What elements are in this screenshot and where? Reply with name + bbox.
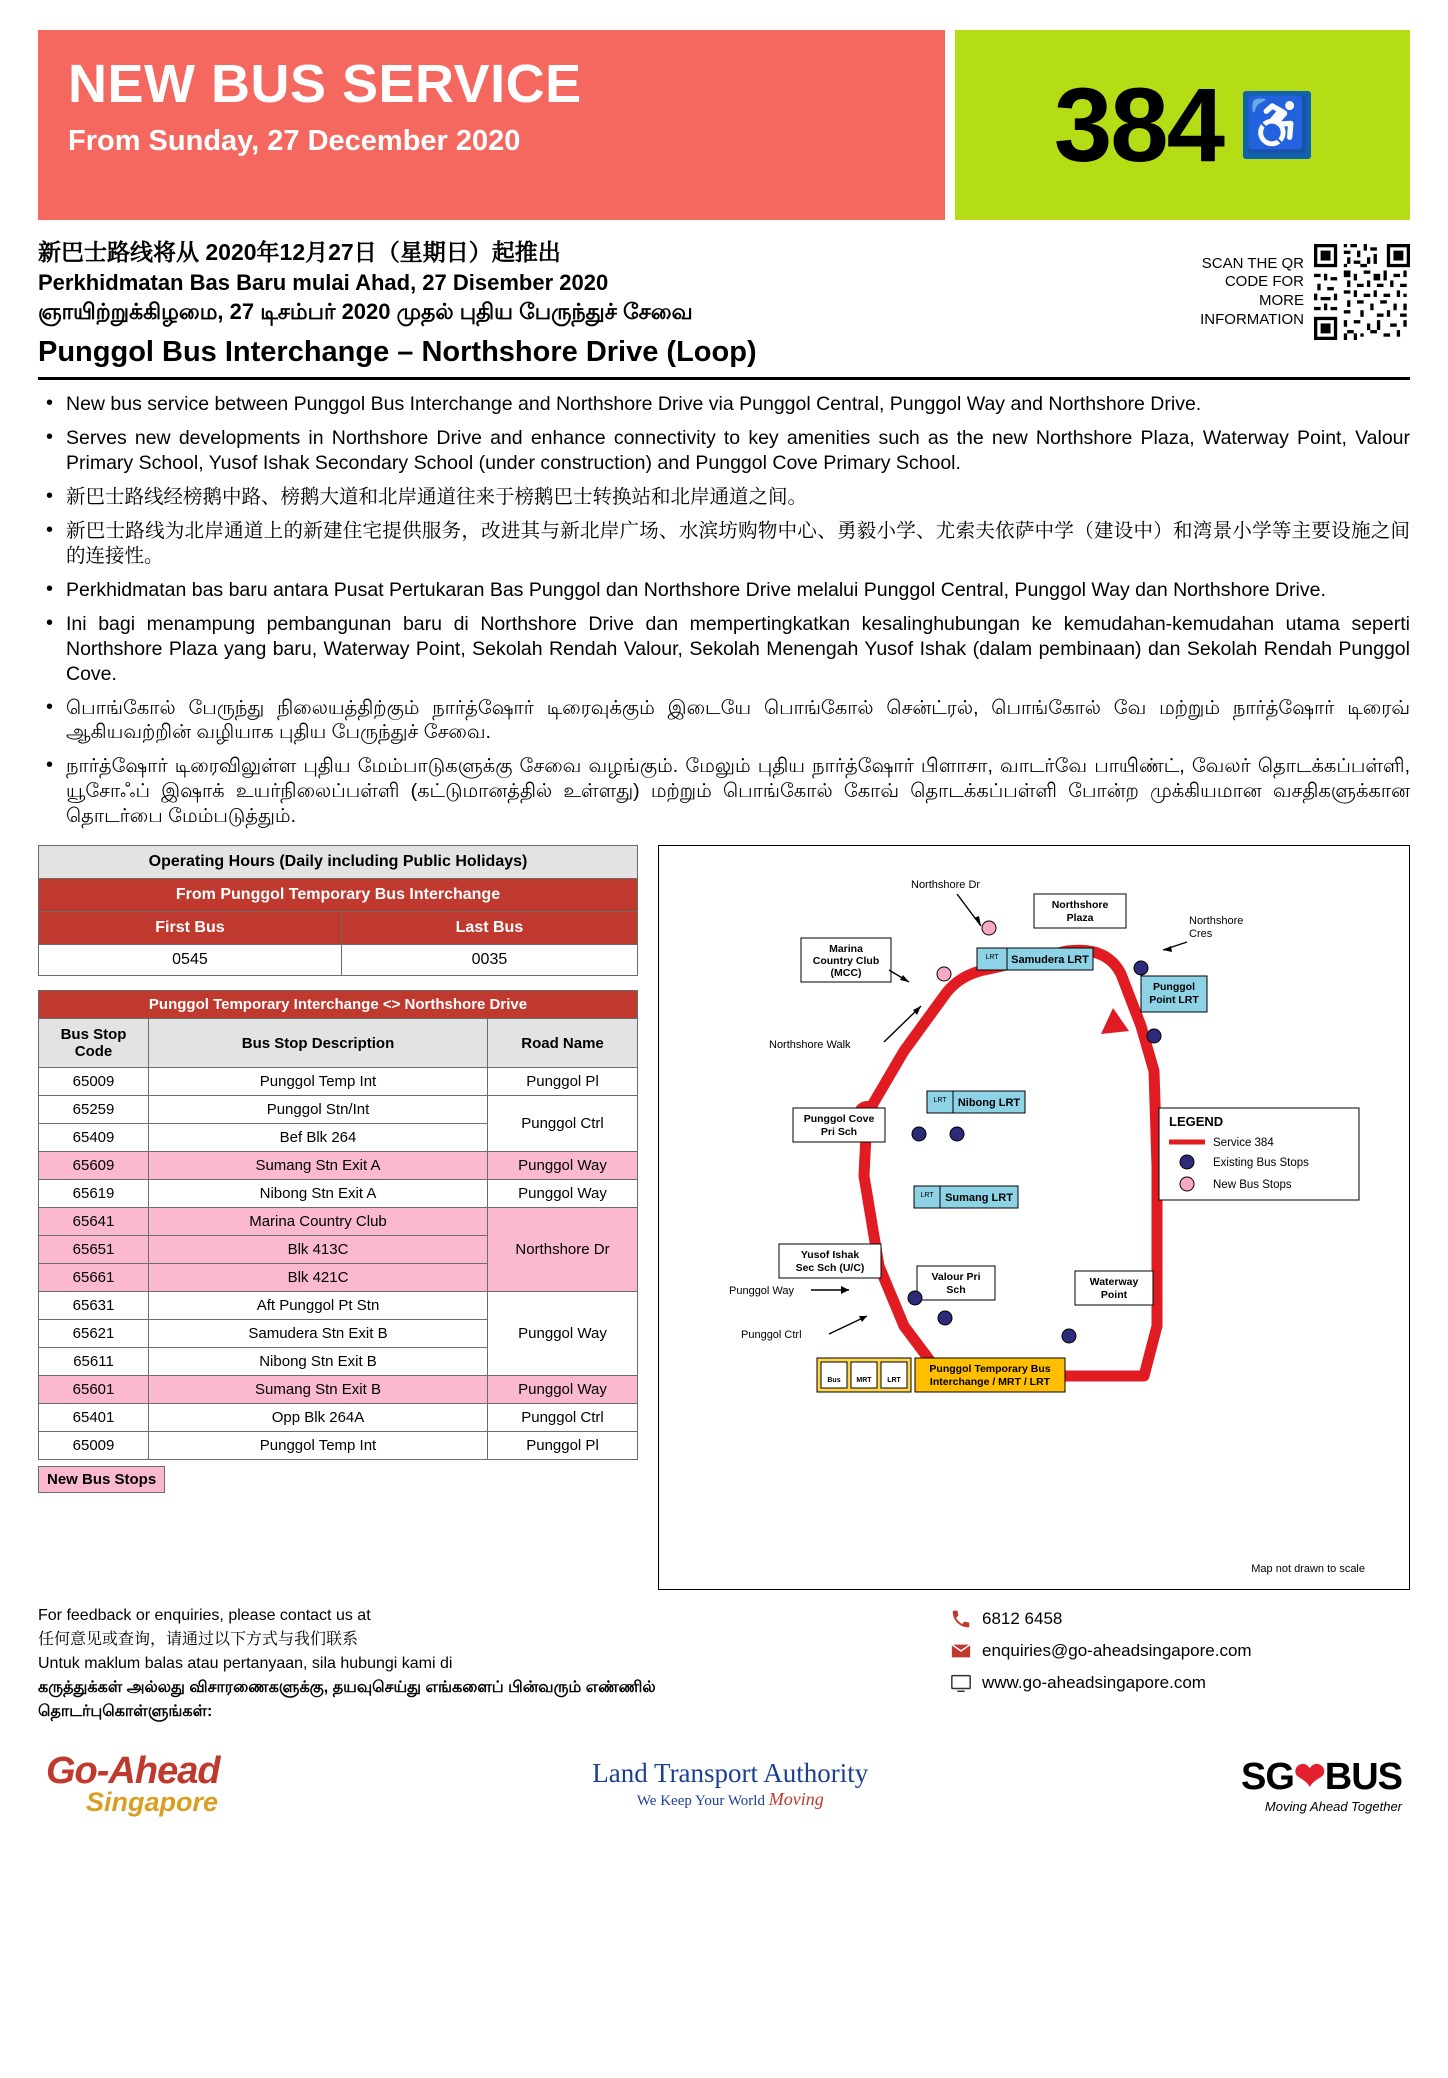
cell-road: Punggol Ctrl bbox=[488, 1404, 638, 1432]
go-ahead-logo-text1: Go-Ahead bbox=[46, 1750, 220, 1793]
cell-desc: Marina Country Club bbox=[149, 1208, 488, 1236]
poster-subtitle: From Sunday, 27 December 2020 bbox=[68, 124, 521, 157]
legend-title: LEGEND bbox=[1169, 1114, 1224, 1130]
website-url[interactable]: www.go-aheadsingapore.com bbox=[982, 1673, 1206, 1693]
cell-code: 65601 bbox=[39, 1376, 149, 1404]
operating-hours-title: Operating Hours (Daily including Public Holidays) bbox=[39, 846, 638, 879]
sgbus-logo-text2: BUS bbox=[1324, 1756, 1402, 1799]
map-label-waterway-1: Waterway bbox=[1089, 1276, 1139, 1289]
sgbus-logo bbox=[1241, 1754, 1402, 1814]
contact-email-row bbox=[950, 1640, 1410, 1662]
cell-desc: Bef Blk 264 bbox=[149, 1124, 488, 1152]
map-label-punggol-cove-2: Pri Sch bbox=[820, 1126, 858, 1139]
map-label-interchange-2: Interchange / MRT / LRT bbox=[929, 1376, 1051, 1389]
legend-service: Service 384 bbox=[1213, 1137, 1274, 1150]
qr-line1: SCAN THE QR bbox=[1201, 254, 1304, 272]
legend-new: New Bus Stops bbox=[1213, 1179, 1292, 1192]
qr-code-icon bbox=[1314, 244, 1410, 340]
last-bus-time: 0035 bbox=[341, 945, 637, 976]
route-map bbox=[658, 845, 1410, 1590]
col-bus-stop-code: Bus Stop Code bbox=[39, 1019, 149, 1068]
cell-code: 65621 bbox=[39, 1320, 149, 1348]
map-label-mcc-2: Country Club bbox=[812, 955, 880, 968]
go-ahead-logo-text2: Singapore bbox=[86, 1787, 219, 1818]
heart-icon: ❤ bbox=[1293, 1756, 1325, 1799]
tables-column bbox=[38, 845, 638, 1590]
map-note: Map not drawn to scale bbox=[1251, 1563, 1365, 1576]
cell-desc: Punggol Stn/Int bbox=[149, 1096, 488, 1124]
cell-code: 65401 bbox=[39, 1404, 149, 1432]
logo-row bbox=[38, 1750, 1410, 1818]
map-label-samudera-lrt: Samudera LRT bbox=[1011, 954, 1089, 967]
feedback-ms: Untuk maklum balas atau pertanyaan, sila hubungi kami di bbox=[38, 1655, 453, 1673]
title-chinese: 新巴士路线将从 2020年12月27日（星期日）起推出 bbox=[38, 239, 561, 265]
sgbus-tagline: Moving Ahead Together bbox=[1264, 1799, 1402, 1815]
col-first-bus: First Bus bbox=[39, 912, 342, 945]
map-label-valour-2: Sch bbox=[946, 1284, 966, 1297]
header-divider bbox=[38, 377, 1410, 380]
go-ahead-logo bbox=[46, 1750, 220, 1818]
list-item: • Ini bagi menampung pembangunan baru di Northshore Drive dan mempertingkatkan kesalinghubungan ke kemudahan-kemudahan utama seperti Northshore Plaza yang baru, Waterway Point, Sekolah Rendah Valour, Sekolah Menengah Yusof Ishak (dalam pembinaan) dan Sekolah Rendah Punggol Cove. bbox=[38, 612, 1410, 687]
map-label-yusof-1: Yusof Ishak bbox=[800, 1249, 860, 1262]
cell-desc: Aft Punggol Pt Stn bbox=[149, 1292, 488, 1320]
map-label-interchange-1: Punggol Temporary Bus bbox=[929, 1363, 1051, 1376]
cell-code: 65641 bbox=[39, 1208, 149, 1236]
operating-hours-from: From Punggol Temporary Bus Interchange bbox=[39, 879, 638, 912]
email-icon bbox=[950, 1640, 972, 1662]
map-label-sumang-lrt: Sumang LRT bbox=[945, 1192, 1013, 1205]
list-item: • பொங்கோல் பேருந்து நிலையத்திற்கும் நார்த்ஷோர் டிரைவுக்கும் இடையே பொங்கோல் சென்ட்ரல், பொங்கோல் வே மற்றும் நார்த்ஷோர் டிரைவ் ஆகியவற்றின் வழியாக புதிய பேருந்துச் சேவை. bbox=[38, 696, 1410, 746]
cell-road: Punggol Ctrl bbox=[488, 1096, 638, 1152]
cell-desc: Punggol Temp Int bbox=[149, 1432, 488, 1460]
cell-desc: Sumang Stn Exit B bbox=[149, 1376, 488, 1404]
list-item: • Perkhidmatan bas baru antara Pusat Pertukaran Bas Punggol dan Northshore Drive melalui Punggol Central, Punggol Way dan Northshore Drive. bbox=[38, 578, 1410, 603]
new-bus-stops-badge: New Bus Stops bbox=[38, 1466, 165, 1493]
qr-block bbox=[1200, 234, 1410, 340]
table-row bbox=[39, 1180, 638, 1208]
service-number-panel bbox=[955, 30, 1410, 220]
contact-website-row bbox=[950, 1672, 1410, 1694]
cell-code: 65609 bbox=[39, 1152, 149, 1180]
cell-code: 65009 bbox=[39, 1432, 149, 1460]
map-label-northshore-cres-1: Northshore bbox=[1189, 915, 1244, 928]
map-label-yusof-2: Sec Sch (U/C) bbox=[795, 1262, 865, 1275]
col-road-name: Road Name bbox=[488, 1019, 638, 1068]
list-item: • 新巴士路线经榜鹅中路、榜鹅大道和北岸通道往来于榜鹅巴士转换站和北岸通道之间。 bbox=[38, 485, 1410, 510]
list-item: • 新巴士路线为北岸通道上的新建住宅提供服务，改进其与新北岸广场、水滨坊购物中心、勇毅小学、尤索夫依萨中学（建设中）和湾景小学等主要设施之间的连接性。 bbox=[38, 519, 1410, 569]
phone-number: 6812 6458 bbox=[982, 1609, 1063, 1629]
cell-code: 65661 bbox=[39, 1264, 149, 1292]
title-malay: Perkhidmatan Bas Baru mulai Ahad, 27 Disember 2020 bbox=[38, 270, 609, 295]
lta-logo-text1: Land Transport Authority bbox=[592, 1758, 869, 1789]
map-label-northshore-cres-2: Cres bbox=[1189, 928, 1213, 941]
map-label-punggol-cove-1: Punggol Cove bbox=[803, 1113, 875, 1126]
map-label-mcc-1: Marina bbox=[829, 943, 863, 956]
lta-logo-text3: Moving bbox=[768, 1789, 824, 1810]
table-row bbox=[39, 1432, 638, 1460]
cell-road: Punggol Way bbox=[488, 1292, 638, 1376]
first-bus-time: 0545 bbox=[39, 945, 342, 976]
cell-desc: Opp Blk 264A bbox=[149, 1404, 488, 1432]
cell-desc: Nibong Stn Exit A bbox=[149, 1180, 488, 1208]
map-label-northshore-plaza-1: Northshore bbox=[1051, 899, 1109, 912]
phone-icon bbox=[950, 1608, 972, 1630]
sgbus-logo-text1: SG bbox=[1241, 1756, 1294, 1799]
header-banner bbox=[38, 30, 945, 220]
table-row bbox=[39, 1068, 638, 1096]
map-label-valour-1: Valour Pri bbox=[931, 1271, 981, 1284]
lta-logo-text2: We Keep Your World bbox=[636, 1793, 765, 1810]
map-label-nibong-lrt: Nibong LRT bbox=[957, 1097, 1021, 1110]
col-last-bus: Last Bus bbox=[341, 912, 637, 945]
feedback-en: For feedback or enquiries, please contact us at bbox=[38, 1607, 371, 1625]
cell-road: Northshore Dr bbox=[488, 1208, 638, 1292]
map-label-punggol-point-lrt-1: Punggol bbox=[1153, 981, 1195, 994]
service-number: 384 bbox=[1053, 66, 1224, 184]
map-label-mcc-3: (MCC) bbox=[830, 967, 862, 980]
map-label-waterway-2: Point bbox=[1100, 1289, 1128, 1302]
map-label-northshore-walk: Northshore Walk bbox=[769, 1039, 851, 1052]
table-row bbox=[39, 1096, 638, 1124]
list-item: • நார்த்ஷோர் டிரைவிலுள்ள புதிய மேம்பாடுகளுக்கு சேவை வழங்கும். மேலும் புதிய நார்த்ஷோர் பிளாசா, வாடர்வே பாயிண்ட், வேலர் தொடக்கப்பள்ளி, யூசோஃப் இஷாக் உயர்நிலைப்பள்ளி (கட்டுமானத்தில் உள்ளது) மற்றும் பொங்கோல் கோவ் தொடக்கப்பள்ளி போன்ற முக்கியமான வசதிகளுக்கான தொடர்பை மேம்படுத்தும். bbox=[38, 754, 1410, 829]
title-tamil: ஞாயிற்றுக்கிழமை, 27 டிசம்பர் 2020 முதல் புதிய பேருந்துச் சேவை bbox=[38, 299, 693, 324]
cell-desc: Nibong Stn Exit B bbox=[149, 1348, 488, 1376]
bus-stops-title: Punggol Temporary Interchange <> Northshore Drive bbox=[39, 991, 638, 1019]
route-title: Punggol Bus Interchange – Northshore Drive (Loop) bbox=[38, 336, 757, 368]
globe-icon bbox=[950, 1672, 972, 1694]
cell-code: 65611 bbox=[39, 1348, 149, 1376]
feedback-cn: 任何意见或查询，请通过以下方式与我们联系 bbox=[38, 1631, 359, 1649]
table-row bbox=[39, 1376, 638, 1404]
table-row bbox=[39, 1152, 638, 1180]
table-row bbox=[39, 1292, 638, 1320]
bus-stops-table bbox=[38, 990, 638, 1460]
description-list bbox=[38, 392, 1410, 829]
title-block bbox=[38, 234, 1410, 375]
map-label-northshore-plaza-2: Plaza bbox=[1066, 912, 1094, 925]
lower-section bbox=[38, 845, 1410, 1590]
map-label-punggol-ctrl: Punggol Ctrl bbox=[741, 1329, 802, 1342]
poster-header bbox=[38, 30, 1410, 220]
route-direction-arrow bbox=[1101, 1008, 1129, 1034]
cell-road: Punggol Way bbox=[488, 1180, 638, 1208]
svg-text:LRT: LRT bbox=[933, 1097, 947, 1105]
cell-road: Punggol Way bbox=[488, 1152, 638, 1180]
qr-line4: INFORMATION bbox=[1200, 310, 1304, 328]
email-address[interactable]: enquiries@go-aheadsingapore.com bbox=[982, 1641, 1252, 1661]
col-bus-stop-desc: Bus Stop Description bbox=[149, 1019, 488, 1068]
map-label-punggol-point-lrt-2: Point LRT bbox=[1149, 994, 1199, 1007]
wheelchair-icon: ♿ bbox=[1243, 91, 1311, 159]
cell-road: Punggol Way bbox=[488, 1376, 638, 1404]
legend-existing: Existing Bus Stops bbox=[1213, 1157, 1309, 1170]
poster-title: NEW BUS SERVICE bbox=[68, 54, 582, 114]
table-row bbox=[39, 1404, 638, 1432]
map-legend bbox=[1159, 1108, 1359, 1200]
map-label-northshore-dr: Northshore Dr bbox=[911, 879, 981, 892]
cell-road: Punggol Pl bbox=[488, 1432, 638, 1460]
svg-text:Bus: Bus bbox=[827, 1377, 841, 1385]
svg-text:MRT: MRT bbox=[856, 1377, 872, 1385]
cell-desc: Punggol Temp Int bbox=[149, 1068, 488, 1096]
poster-page bbox=[0, 30, 1448, 2078]
svg-text:LRT: LRT bbox=[920, 1192, 934, 1200]
feedback-ta1: கருத்துக்கள் அல்லது விசாரணைகளுக்கு, தயவுசெய்து எங்களைப் பின்வரும் எண்ணில் bbox=[38, 1679, 656, 1697]
cell-code: 65009 bbox=[39, 1068, 149, 1096]
svg-text:LRT: LRT bbox=[985, 954, 999, 962]
cell-code: 65259 bbox=[39, 1096, 149, 1124]
map-label-punggol-way: Punggol Way bbox=[729, 1285, 795, 1298]
cell-road: Punggol Pl bbox=[488, 1068, 638, 1096]
cell-code: 65409 bbox=[39, 1124, 149, 1152]
footer bbox=[38, 1604, 1410, 1724]
feedback-ta2: தொடர்புகொள்ளுங்கள்: bbox=[38, 1703, 213, 1721]
svg-text:LRT: LRT bbox=[887, 1377, 901, 1385]
cell-desc: Sumang Stn Exit A bbox=[149, 1152, 488, 1180]
list-item: • New bus service between Punggol Bus Interchange and Northshore Drive via Punggol Central, Punggol Way and Northshore Drive. bbox=[38, 392, 1410, 417]
qr-line2: CODE FOR bbox=[1224, 273, 1304, 291]
list-item: • Serves new developments in Northshore Drive and enhance connectivity to key amenities such as the new Northshore Plaza, Waterway Point, Valour Primary School, Yusof Ishak Secondary School (under construction) and Punggol Cove Primary School. bbox=[38, 426, 1410, 476]
cell-code: 65651 bbox=[39, 1236, 149, 1264]
cell-desc: Blk 421C bbox=[149, 1264, 488, 1292]
contact-phone-row bbox=[950, 1608, 1410, 1630]
cell-code: 65619 bbox=[39, 1180, 149, 1208]
cell-code: 65631 bbox=[39, 1292, 149, 1320]
qr-line3: MORE bbox=[1259, 292, 1304, 309]
lta-logo bbox=[592, 1758, 868, 1810]
cell-desc: Blk 413C bbox=[149, 1236, 488, 1264]
operating-hours-table bbox=[38, 845, 638, 976]
cell-desc: Samudera Stn Exit B bbox=[149, 1320, 488, 1348]
table-row bbox=[39, 1208, 638, 1236]
